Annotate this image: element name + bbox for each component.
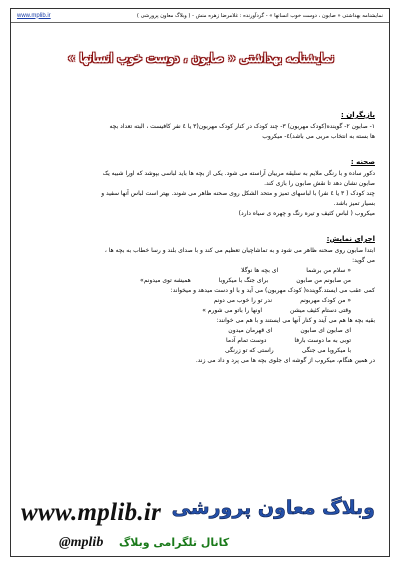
verse-half: دوست تمام آدما [226,337,267,344]
cast-line: ها بسته به انتخاب مربی می باشد)٤- میکروب [262,133,375,140]
verse-line [27,346,375,356]
narration-line: بقیه بچه ها هم می آیند و کنار آنها می ایستند و با هم می خوانند: [216,317,375,324]
header-text: نمایشنامه بهداشتی « صابون ، دوست خوب انسانها » - گردآورنده : غلامرضا زهره منش - ( وبلاگ معاون پرورشی ) [136,12,383,19]
narration-line: در همین هنگام، میکروب از گوشه ای جلوی بچه ها می پرد و داد می زند. [195,357,375,364]
cast-line: ۱- صابون ۲- گوینده(کودک مهربون) ۳- چند کودک در کنار کودک مهربون(۳ یا ٤ نفر کافیست ، البته تعداد بچه [109,123,375,130]
verse-half: توبی به ما دوست بارفا [294,337,351,344]
narration-line: کمی عقب می ایستد.گوینده( کودک مهربون) می آید و با او دست میدهد و میخواند: [170,287,375,294]
scene-heading: صحنه : [350,158,375,166]
footer-site-url: www.mplib.ir [21,499,162,526]
document-title: نمایشنامه بهداشتی « صابون ، دوست خوب انسانها » [67,51,335,65]
verse-half: ندر تو را خوب می دونم [213,297,273,304]
scene-line: بسیار تمیز باشد. [333,200,375,207]
page-header [11,9,389,23]
performance-intro-line: ابتدا صابون روی صحنه ظاهر می شود و به تماشاچیان تعظیم می کند و با صدای بلند و رسا خطاب به بچه ها ، [104,247,375,254]
scene-line: صابون نشان دهد تا نقش صابون را بازی کند. [264,180,375,187]
verse-half: ای بچه ها نوگلا [241,267,279,274]
verse-half: برای جنگ با میکروبا [218,277,269,284]
verse-half: « سلام من برشما [306,267,351,274]
cast-heading: بازیگران : [341,111,375,119]
footer-watermark [11,479,389,557]
scene-line: چند کودک ( ۳ یا ٤ نفر) با لباسهای تمیز و متحد الشکل روی صحنه ظاهر می شوند. بهتر است لباس آنها سفید و [101,190,375,197]
verse-half: همیشه توی میدونم» [140,277,191,284]
footer-channel-label: کانال تلگرامی وبلاگ [119,536,230,549]
verse-line [27,296,375,306]
verse-line [27,276,375,286]
scene-line: میکروب ( لباس کثیف و تیره رنگ و چهره ی سیاه دارد) [238,210,375,217]
performance-heading: اجرای نمایش: [326,235,375,243]
document-page [10,8,390,557]
footer-blog-name: وبلاگ معاون پرورشی [171,497,375,519]
footer-telegram-handle: @mplib [59,535,104,550]
performance-intro-line: می گوید: [352,257,375,264]
document-body [27,105,375,366]
header-url-link[interactable]: www.mplib.ir [17,12,51,19]
verse-half: وقتی دستام کثیف میشن [290,307,351,314]
scene-line: دکور ساده و با رنگی ملایم به سلیقه مربیان آراسته می شود. یکی از بچه ها باید لباسی بپوشد که اورا شبیه یک [102,170,375,177]
verse-half: راستی که تو زرنگی [224,347,274,354]
verse-half: ای صابون ای صابون [300,327,351,334]
verse-half: ای قهرمان میدون [228,327,273,334]
verse-line [27,326,375,336]
verse-half: اونها را باتو می شورم » [202,307,263,314]
verse-line [27,266,375,276]
verse-half: با میکروبا می جنگی [301,347,351,354]
verse-half: « من کودک مهربونم [300,297,351,304]
verse-line [27,306,375,316]
verse-line [27,336,375,346]
verse-half: من صابونم من صابون [296,277,351,284]
